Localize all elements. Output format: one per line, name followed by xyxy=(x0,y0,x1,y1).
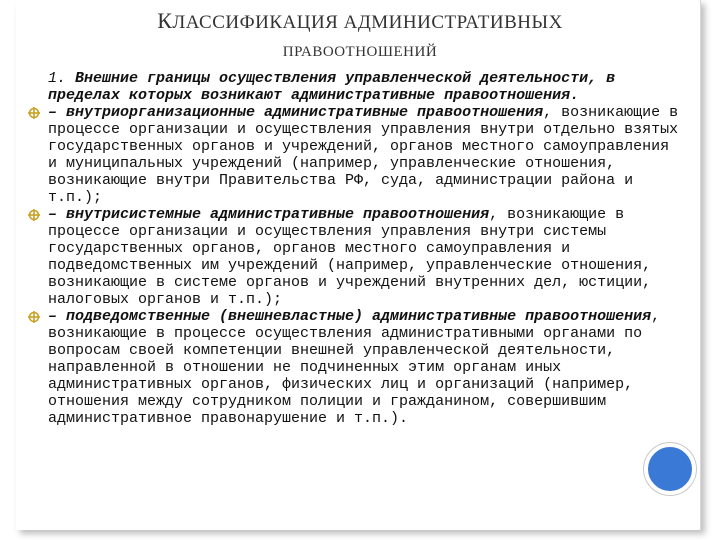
bullet-term: – внутрисистемные административные правоотношения xyxy=(48,206,490,223)
bullet-item-intrasystem xyxy=(48,206,680,308)
title-initial-cap: К xyxy=(157,8,173,33)
circle-cross-bullet-icon xyxy=(28,107,40,119)
heading-text: Внешние границы осуществления управленческой деятельности, в пределах которых возникают административные правоотношения. xyxy=(48,70,616,104)
bullet-text: , возникающие в процессе осуществления административными органами по вопросам своей компетенции внешней управленческой деятельности, направленной в отношении не подчиненных этим органам иных административных органов, физических лиц и организаций (например, отношения между сотрудником полиции и гражданином, совершившим административное правонарушение и т.п.). xyxy=(48,308,661,427)
bullet-item-intraorganizational xyxy=(48,104,680,206)
title-line-1-rest: ЛАССИФИКАЦИЯ АДМИНИСТРАТИВНЫХ xyxy=(172,12,563,33)
circle-cross-bullet-icon xyxy=(28,209,40,221)
bullet-text: , возникающие в процессе организации и осуществления управления внутри системы государственных органов, органов местного самоуправления и подведомственных им учреждений (например, управленческие отношения, возникающие в системе органов и учреждений внутренних дел, юстиции, налоговых органов и т.п.); xyxy=(48,206,652,308)
heading-paragraph xyxy=(48,70,680,104)
bullet-term: – внутриорганизационные административные правоотношения xyxy=(48,104,544,121)
slide-content xyxy=(48,70,680,427)
bullet-term: – подведомственные (внешневластные) административные правоотношения xyxy=(48,308,652,325)
slide-title xyxy=(0,8,720,61)
decorative-blue-circle xyxy=(644,443,696,495)
bullet-text: , возникающие в процессе организации и осуществления управления внутри отдельно взятых государственных органов и учреждений, органов местного самоуправления и муниципальных учреждений (например, управленческие отношения, возникающие внутри Правительства РФ, суда, администрации района и т.п.); xyxy=(48,104,679,206)
bullet-item-subordinate xyxy=(48,308,680,427)
circle-cross-bullet-icon xyxy=(28,311,40,323)
heading-number: 1. xyxy=(48,70,67,87)
title-line-2: ПРАВООТНОШЕНИЙ xyxy=(282,44,438,60)
title-line-1 xyxy=(0,8,720,34)
